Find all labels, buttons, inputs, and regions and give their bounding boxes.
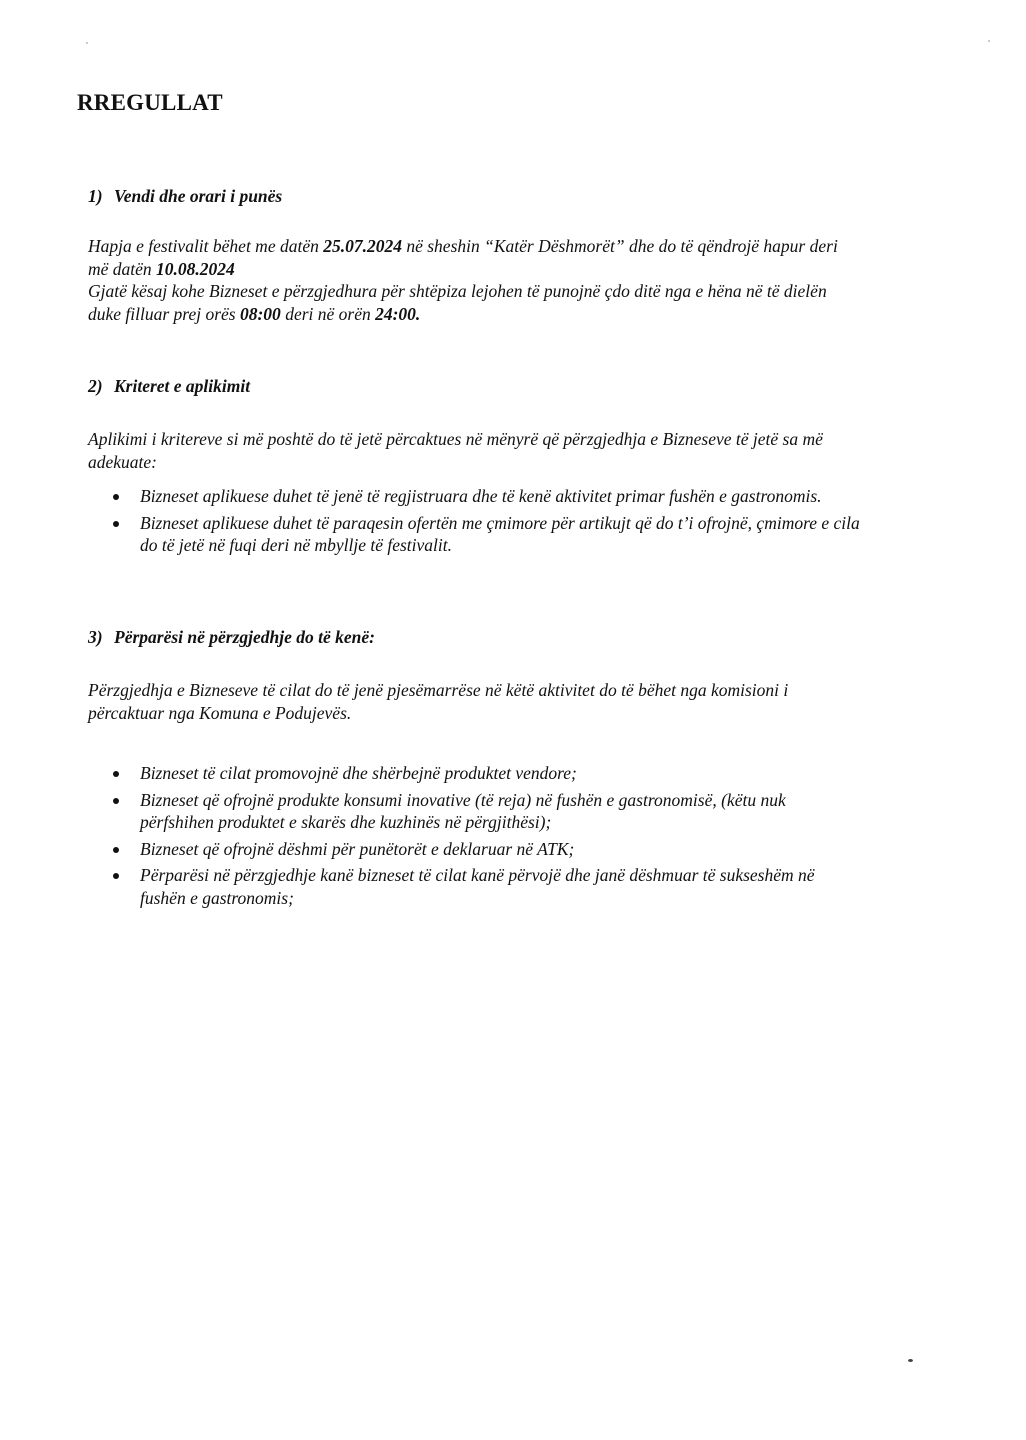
document-title: RREGULLAT <box>77 90 223 115</box>
scan-speck <box>86 42 88 44</box>
list-item-text: Përparësi në përzgjedhje kanë bizneset të cilat kanë përvojë dhe janë dëshmuar të sukseshëm në fushën e gastronomis; <box>140 865 815 908</box>
list-item <box>88 789 848 834</box>
list-item-text: Bizneset që ofrojnë produkte konsumi inovative (të reja) në fushën e gastronomisë, (këtu nuk përfshihen produktet e skarës dhe kuzhinës në përgjithësi); <box>140 789 786 832</box>
text: Gjatë kësaj kohe Bizneset e përzgjedhura për shtëpiza lejohen të punojnë çdo ditë nga e hëna në të dielën duke filluar prej orës <box>88 281 827 324</box>
section-number: 1) <box>88 186 103 206</box>
bullet-icon <box>113 771 119 777</box>
text: në sheshin “Katër Dëshmorët” dhe do të qëndrojë hapur deri më datën <box>88 236 838 279</box>
section-title: Kriteret e aplikimit <box>114 376 251 396</box>
bullet-icon <box>113 494 119 500</box>
section-number: 3) <box>88 627 103 647</box>
list-item <box>88 512 878 557</box>
bullet-icon <box>113 798 119 804</box>
section-number: 2) <box>88 376 103 396</box>
end-date: 10.08.2024 <box>156 258 235 279</box>
section-3-heading <box>88 627 375 648</box>
section-3-bullet-list <box>88 762 848 913</box>
section-2-heading <box>88 376 250 397</box>
scan-speck <box>988 40 990 42</box>
start-time: 08:00 <box>239 303 281 324</box>
list-item <box>88 762 848 785</box>
list-item-text: Bizneset aplikuese duhet të paraqesin ofertën me çmimore për artikujt që do t’i ofrojnë, çmimore e cila do të jetë në fuqi deri në mbyllje të festivalit. <box>140 512 860 555</box>
bullet-icon <box>113 521 119 527</box>
scan-speck <box>908 1359 913 1362</box>
section-2-bullet-list <box>88 485 878 561</box>
section-title: Vendi dhe orari i punës <box>114 186 283 206</box>
end-time: 24:00. <box>375 303 421 324</box>
section-1-paragraph <box>88 235 848 325</box>
section-2-intro: Aplikimi i kritereve si më poshtë do të jetë përcaktues në mënyrë që përzgjedhja e Bizneseve të jetë sa më adekuate: <box>88 429 823 472</box>
text: deri në orën <box>280 303 376 324</box>
section-3-intro: Përzgjedhja e Bizneseve të cilat do të jenë pjesëmarrëse në këtë aktivitet do të bëhet nga komisioni i përcaktuar nga Komuna e Podujevës. <box>88 680 789 723</box>
list-item <box>88 485 878 508</box>
bullet-icon <box>113 847 119 853</box>
start-date: 25.07.2024 <box>323 236 402 256</box>
list-item-text: Bizneset aplikuese duhet të jenë të regjistruara dhe të kenë aktivitet primar fushën e gastronomis. <box>140 486 822 506</box>
bullet-icon <box>113 873 119 879</box>
list-item <box>88 864 848 909</box>
text: Hapja e festivalit bëhet me datën <box>88 236 324 256</box>
section-1-heading <box>88 186 282 207</box>
list-item-text: Bizneset që ofrojnë dëshmi për punëtorët e deklaruar në ATK; <box>140 838 575 859</box>
list-item-text: Bizneset të cilat promovojnë dhe shërbejnë produktet vendore; <box>140 763 577 783</box>
list-item <box>88 838 848 861</box>
section-title: Përparësi në përzgjedhje do të kenë: <box>114 627 375 647</box>
